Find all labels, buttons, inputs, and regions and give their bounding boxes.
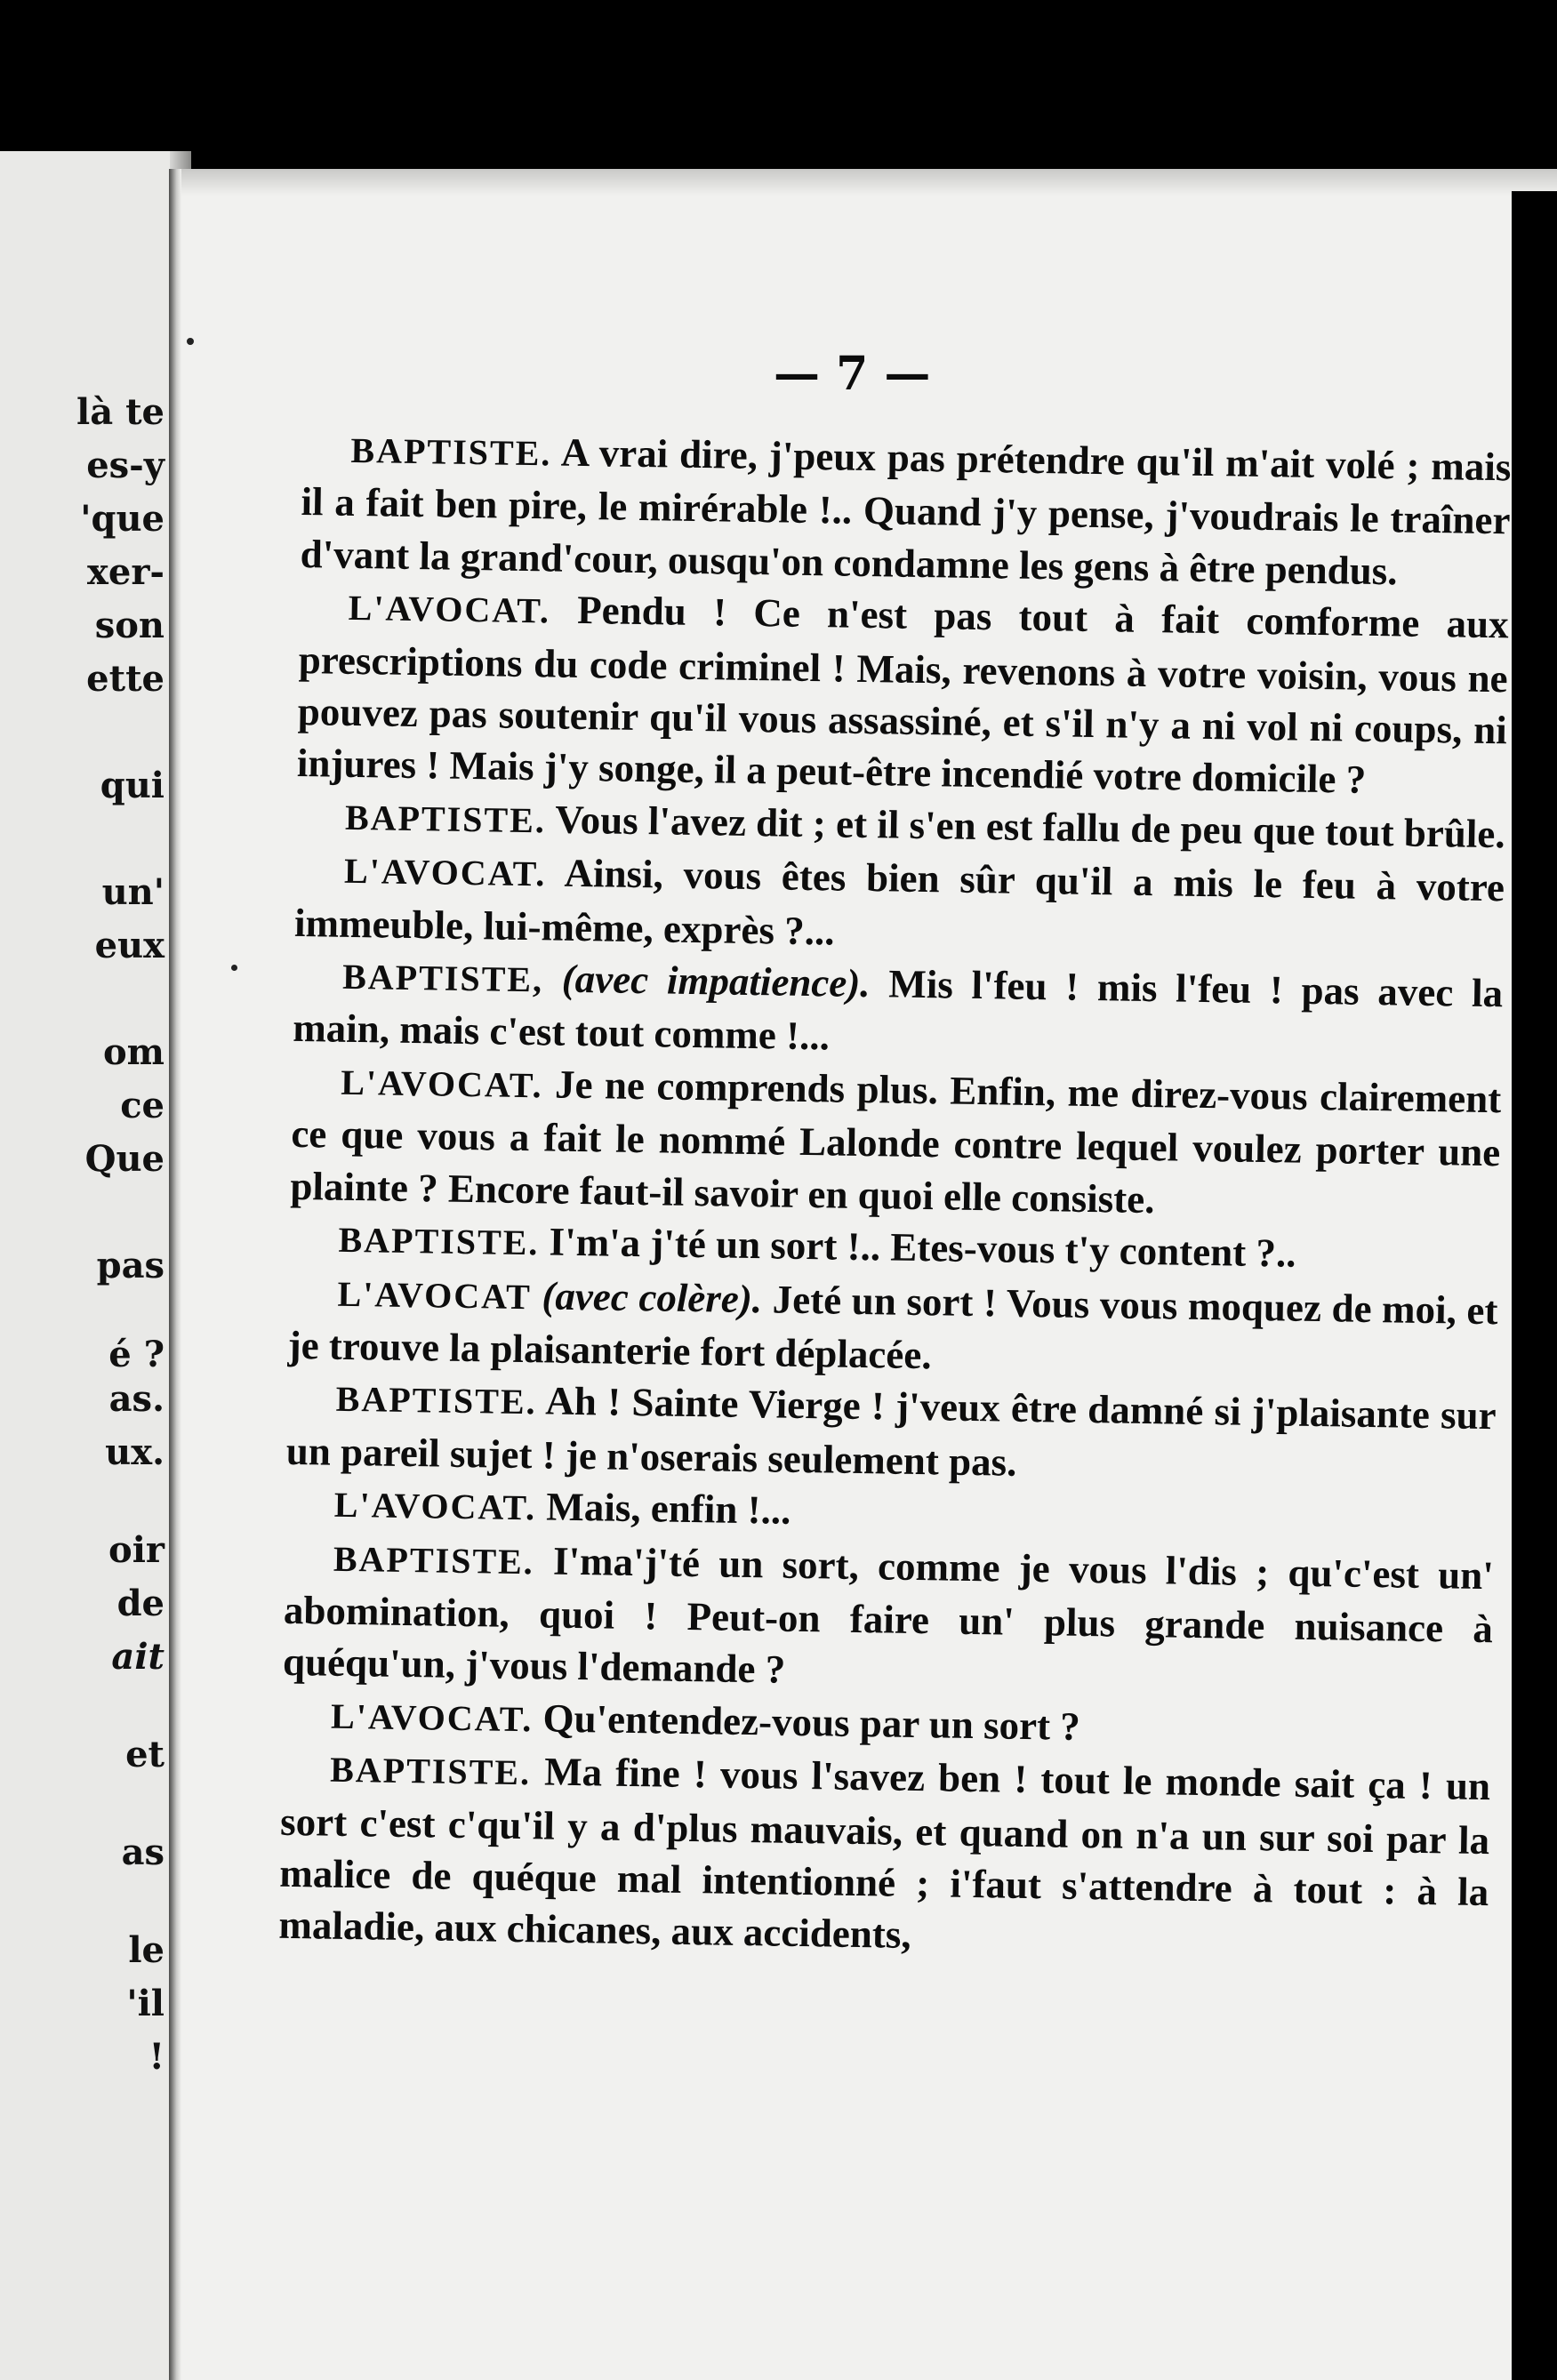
left-fragment: om — [102, 1031, 165, 1073]
speech-text: Ah ! Sainte Vierge ! j'veux être damné si j'plaisante sur un pareil sujet ! je n'oserais seulement pas. — [285, 1378, 1497, 1485]
dialogue-paragraph — [300, 422, 1512, 599]
page-binding-edge — [169, 169, 181, 2380]
left-fragment: un' — [101, 871, 165, 913]
left-fragment: ait — [111, 1636, 165, 1678]
speech-text: Ma fine ! vous l'savez ben ! tout le monde sait ça ! un sort c'est c'qu'il y a d'plus mauvais, et quand on n'a un sur soi par la malice de quéque mal intentionné ; i'faut s'attendre à tout : à la maladie, aux chicanes, aux accidents, — [278, 1749, 1491, 1958]
dialogue-paragraph — [285, 1371, 1497, 1495]
dialogue-paragraph — [294, 843, 1505, 967]
stage-direction: (avec impatience). — [542, 956, 871, 1006]
speech-text: Qu'entendez-vous par un sort ? — [533, 1695, 1081, 1749]
speaker-name: BAPTISTE. — [329, 1749, 532, 1793]
ink-speck — [187, 338, 194, 345]
left-fragment: là te — [76, 391, 165, 433]
speaker-name: L'AVOCAT. — [348, 588, 551, 631]
speaker-name: L'AVOCAT. — [333, 1484, 537, 1528]
dialogue-paragraph — [287, 1265, 1498, 1390]
left-fragment: 'que — [80, 498, 165, 540]
speech-text: Vous l'avez dit ; et il s'en est fallu de peu que tout brûle. — [545, 797, 1505, 857]
left-fragment: Que — [84, 1138, 165, 1180]
scan-border — [1512, 191, 1557, 2380]
speaker-name: BAPTISTE. — [350, 429, 552, 474]
dialogue-paragraph — [290, 1054, 1502, 1231]
left-fragment: ette — [86, 658, 165, 700]
speech-text: Ainsi, vous êtes bien sûr qu'il a mis le feu à votre immeuble, lui-même, exprès ?... — [293, 850, 1505, 954]
speaker-name: BAPTISTE. — [344, 797, 547, 841]
page-number: — 7 — — [774, 347, 931, 401]
previous-page — [0, 151, 191, 2380]
left-fragment: et — [125, 1734, 165, 1775]
speaker-name: L'AVOCAT. — [343, 851, 547, 894]
page-top-shadow — [169, 169, 1557, 196]
speaker-name: BAPTISTE, — [341, 956, 544, 1000]
speaker-name: BAPTISTE. — [333, 1538, 535, 1582]
left-fragment: xer- — [87, 551, 165, 593]
stage-direction: (avec colère). — [531, 1272, 763, 1321]
speech-text: Mais, enfin !... — [535, 1484, 791, 1533]
speech-text: I'ma'j'té un sort, comme je vous l'dis ; qu'c'est un' abomination, quoi ! Peut-on faire un' plus grande nuisance à quéqu'un, j'vous l'demande ? — [282, 1537, 1495, 1693]
left-fragment: eux — [94, 925, 165, 966]
left-fragment: pas — [96, 1245, 165, 1286]
left-fragment: 'il — [126, 1983, 165, 2024]
dialogue-paragraph — [293, 949, 1504, 1073]
speech-text: Mis l'feu ! mis l'feu ! pas avec la main, mais c'est tout comme !... — [292, 961, 1504, 1059]
book-page — [169, 169, 1557, 2380]
dialogue-paragraph — [278, 1742, 1491, 1970]
left-fragment: le — [128, 1929, 165, 1971]
left-fragment: ! — [148, 2036, 165, 2078]
left-fragment: qui — [100, 765, 165, 806]
left-fragment: ux. — [105, 1431, 165, 1473]
left-fragment: oir — [108, 1529, 165, 1571]
speech-text: Jeté un sort ! Vous vous moquez de moi, et je trouve la plaisanterie fort déplacée. — [287, 1276, 1498, 1378]
speech-text: I'm'a j'té un sort !.. Etes-vous t'y content ?.. — [539, 1219, 1296, 1276]
speaker-name: BAPTISTE. — [335, 1379, 537, 1422]
dialogue-paragraph — [297, 580, 1510, 808]
left-fragment: son — [94, 605, 165, 646]
dialogue-paragraph — [283, 1530, 1495, 1707]
ink-speck — [231, 965, 237, 971]
left-fragment: é ? — [108, 1334, 165, 1375]
left-fragment: as — [121, 1831, 165, 1873]
speech-text: A vrai dire, j'peux pas prétendre qu'il m'ait volé ; mais il a fait ben pire, le mirérable !.. Quand j'y pense, j'voudrais le traîner d'vant la grand'cour, ousqu'on condamne les gens à être pendus. — [300, 429, 1512, 594]
speech-text: Je ne comprends plus. Enfin, me direz-vous clairement ce que vous a fait le nommé Lalonde contre lequel voulez porter une plainte ? Encore faut-il savoir en quoi elle consiste. — [290, 1062, 1502, 1222]
speech-text: Pendu ! Ce n'est pas tout à fait comforme aux prescriptions du code criminel ! Mais, revenons à votre voisin, vous ne pouvez pas soutenir qu'il vous assassiné, et s'il n'y a ni vol ni coups, ni injures ! Mais j'y songe, il a peut-être incendié votre domicile ? — [296, 587, 1509, 803]
speaker-name: BAPTISTE. — [338, 1219, 540, 1263]
left-fragment: as. — [108, 1378, 165, 1420]
speaker-name: L'AVOCAT. — [340, 1062, 543, 1106]
left-fragment: ce — [120, 1085, 165, 1126]
dialogue-text — [278, 422, 1512, 1970]
speaker-name: L'AVOCAT — [337, 1273, 533, 1317]
speaker-name: L'AVOCAT. — [330, 1695, 534, 1740]
left-fragment: es-y — [86, 445, 165, 486]
left-fragment: de — [116, 1583, 165, 1624]
